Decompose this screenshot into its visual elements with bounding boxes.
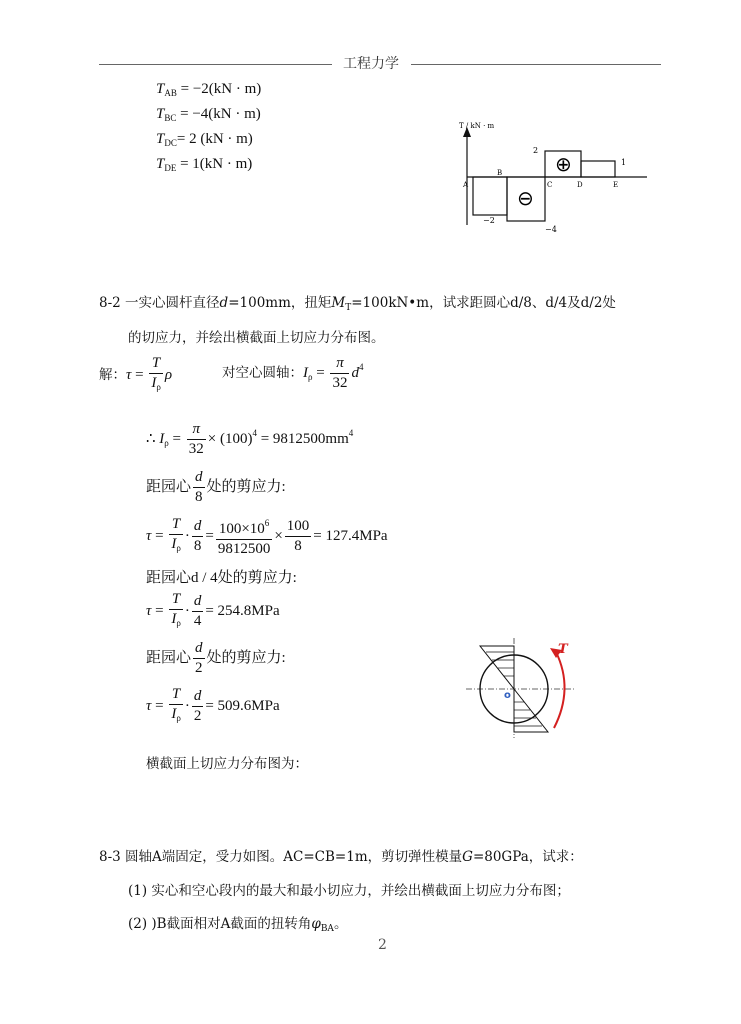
point-e: E [613,181,619,189]
problem-8-3-item1: (1) 实心和空心段内的最大和最小切应力，并绘出横截面上切应力分布图； [128,883,570,899]
center-label: o [504,690,511,701]
problem-8-2-line1: 8-2 一实心圆杆直径d=100mm，扭矩$M_T=100kN•m$，试求距圆心d/8、d/4及d/2处 [99,295,616,313]
label-plus-small: 1 [621,158,627,167]
point-c: C [547,181,553,189]
polar-moment-calc: ∴ $I_\rho$ = $\frac{\pi}{32}$ × $(100)^4 = 9812500mm^4$ [146,421,354,457]
dist-d4-label: 距园心d / 4处的剪应力: [146,570,297,586]
torque-de: $T_{DE} = 1(kN \cdot m)$ [156,156,253,173]
torque-label: T [558,642,568,657]
dist-d2-label: 距园心 $\frac{d}{2}$ 处的剪应力: [146,640,286,676]
header-rule-right [411,64,661,65]
hollow-formula: 对空心圆轴：$I_\rho$ = $\frac{\pi}{32}$ $d^4$ [222,355,364,391]
header-rule-left [99,64,332,65]
axis-label: T / kN · m [459,122,495,130]
problem-8-2-line2: 的切应力，并绘出横截面上切应力分布图。 [128,330,385,346]
torque-dc: $T_{DC}= 2$ (kN · m) [156,131,253,148]
stress-d8: τ = $\frac{T}{I_\rho}$ · $\frac{d}{8}$ = $\frac{100\times 10^6}{9812500}$ × $\frac{100}{8}$ = 127.4MPa [146,516,388,557]
header-title: 工程力学 [343,56,399,72]
stress-distribution-figure [462,634,582,740]
torque-diagram [455,115,655,235]
point-d: D [577,181,583,189]
point-a: A [463,181,469,189]
stress-d2: τ = $\frac{T}{I_\rho}$ · $\frac{d}{2}$ = 509.6MPa [146,686,280,724]
distribution-caption: 横截面上切应力分布图为： [146,756,308,772]
point-b: B [497,169,503,177]
problem-8-3-line1: 8-3 圆轴A端固定，受力如图。AC=CB=1m，剪切弹性模量G=80GPa，试求： [99,849,583,865]
stress-d4: τ = $\frac{T}{I_\rho}$ · $\frac{d}{4}$ = 254.8MPa [146,591,280,629]
plus-sign: ⊕ [555,152,572,176]
problem-8-3-item2: (2) )B截面相对A截面的扭转角$\varphi_{BA}$。 [128,916,348,934]
minus-sign: ⊖ [517,186,534,210]
solution-formula: 解：τ = $\frac{T}{I_\rho}$ ρ [99,355,173,392]
label-minus-big: −4 [545,225,557,234]
dist-d8-label: 距园心 $\frac{d}{8}$ 处的剪应力: [146,469,286,505]
label-plus: 2 [533,146,539,155]
label-minus: −2 [483,216,495,225]
page-number: 2 [378,937,387,953]
torque-ab: $T_{AB} = -2(kN \cdot m)$ [156,81,262,98]
torque-bc: $T_{BC} = -4(kN \cdot m)$ [156,106,261,123]
